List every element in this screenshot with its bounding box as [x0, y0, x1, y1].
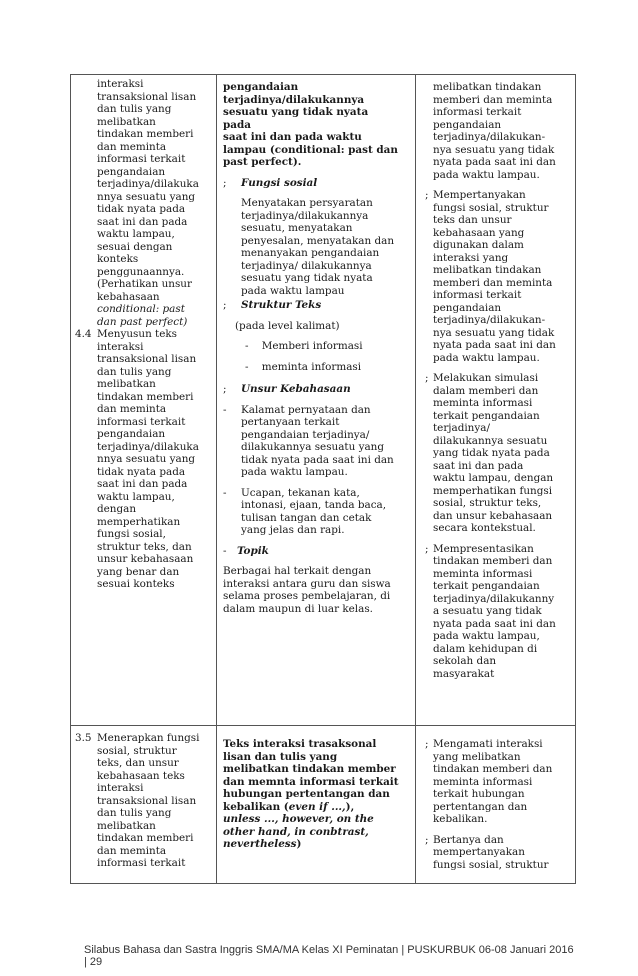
activity-line: kebahasaan yang [433, 226, 525, 239]
kd-line: waktu lampau, [97, 490, 175, 503]
activity-line: pada waktu lampau. [433, 351, 540, 364]
even-if-text: even if ..., [288, 800, 346, 813]
punct: ), [345, 800, 355, 813]
activity-line: sosial, struktur teks, [433, 497, 542, 509]
activity-line: dalam memberi dan [433, 384, 539, 397]
activity-line: informasi terkait [433, 289, 522, 301]
kd-line: dan meminta [97, 403, 167, 415]
row-divider [71, 725, 575, 726]
material-conjunctions [223, 813, 399, 851]
activity-line: melibatkan tindakan [433, 81, 542, 93]
activity-line: fungsi sosial, struktur [433, 858, 549, 871]
kd-line: transaksional lisan [97, 794, 197, 807]
competency-line: tidak nyata pada [97, 203, 186, 215]
competency-line: melibatkan [97, 115, 156, 128]
kd-line: nnya sesuatu yang [97, 453, 196, 465]
unsur-line: tidak nyata pada saat ini dan [241, 453, 394, 466]
activity-line: masyarakat [433, 667, 495, 680]
activity-line: terjadinya/dilakukan- [433, 314, 546, 326]
material-title-line: lisan dan tulis yang [223, 750, 338, 763]
row2-competency-cell [75, 732, 215, 870]
kd-line: pengandaian [97, 428, 166, 440]
material-title-line: past perfect). [223, 156, 302, 168]
competency-line: dan meminta [97, 140, 167, 153]
activity-line: mempertanyakan [433, 846, 525, 858]
material-title-line: saat ini dan pada waktu [223, 131, 362, 143]
activity-line: terjadinya/ [433, 422, 490, 434]
activity-item: ; Mempresentasikan tindakan memberi dan meminta informasi terkait pengandaian terjadinya/dilakukanny a sesuatu yang tidak nyata pada saat ini dan pada waktu lampau, dalam kehidupan di sekolah dan masyarakat [425, 543, 570, 681]
conjunction-line: other hand, in conbtrast, [223, 825, 369, 838]
note-line: kebahasaan [97, 290, 160, 303]
activity-line: pada waktu lampau, [433, 630, 540, 642]
activity-line: nyata pada saat ini dan [433, 156, 556, 168]
competency-line: waktu lampau, [97, 228, 175, 240]
punct: ) [296, 838, 302, 850]
competency-4-4 [75, 328, 215, 591]
row1-competency-cell [75, 78, 215, 591]
row2-activity-cell [425, 738, 570, 871]
activity-line: terkait pengandaian [433, 409, 540, 422]
unsur-line: Kalamat pernyataan dan [241, 403, 371, 416]
competency-line: dan tulis yang [97, 103, 172, 115]
activity-line: nyata pada saat ini dan [433, 339, 556, 351]
activity-line: Mempresentasikan [433, 542, 534, 555]
fungsi-line: pada waktu lampau [241, 284, 345, 297]
activity-line: teks dan unsur [433, 214, 512, 226]
material-title-line: hubungan pertentangan dan [223, 788, 390, 800]
activity-text [425, 372, 570, 535]
kd-line: dan tulis yang [97, 365, 172, 378]
fungsi-line: sesuatu yang tidak nyata [241, 272, 373, 284]
activity-line: Mengamati interaksi [433, 738, 543, 750]
conjunction-line: unless ..., however, on the [223, 813, 374, 825]
activity-line: Mempertanyakan [433, 189, 526, 201]
kd-line: yang benar dan [97, 565, 180, 578]
activity-line: dan unsur kebahasaan [433, 509, 553, 522]
competency-line: tindakan memberi [97, 128, 194, 140]
fungsi-line: terjadinya/ dilakukannya [241, 259, 372, 272]
activity-line: nya sesuatu yang tidak [433, 326, 555, 339]
kd-line: Menerapkan fungsi [97, 732, 200, 744]
material-title-line: Teks interaksi trasaksonal [223, 738, 377, 750]
competency-line: transaksional lisan [97, 90, 197, 103]
column-divider [216, 75, 217, 883]
note-italic-line: dan past perfect) [97, 315, 188, 328]
competency-line: saat ini dan pada [97, 215, 188, 228]
unsur-line: intonasi, ejaan, tanda baca, [241, 499, 387, 511]
kd-text [75, 328, 215, 591]
kd-line: terjadinya/dilakuka [97, 440, 199, 453]
activity-line: kebalikan. [433, 813, 488, 825]
kd-line: dan tulis yang [97, 807, 172, 819]
activity-continuation [425, 81, 570, 181]
activity-item: ; Bertanya dan mempertanyakan fungsi sosial, struktur [425, 834, 570, 872]
unsur-item: - Ucapan, tekanan kata, intonasi, ejaan, tanda baca, tulisan tangan dan cetak yang jelas dan rapi. [223, 487, 399, 537]
competency-line: terjadinya/dilakuka [97, 178, 199, 190]
kd-line: interaksi [97, 340, 144, 353]
kd-line: tindakan memberi [97, 832, 194, 844]
kd-line: struktur teks, dan [97, 540, 192, 553]
row1-activity-cell [425, 81, 570, 680]
activity-line: tindakan memberi dan [433, 763, 553, 775]
activity-line: memperhatikan fungsi [433, 484, 553, 497]
kd-line: dan meminta [97, 844, 167, 857]
kd-line: dengan [97, 503, 137, 515]
activity-line: digunakan dalam [433, 239, 524, 251]
competency-note [75, 278, 215, 303]
topik-heading: - Topik [223, 544, 269, 557]
activity-line: Melakukan simulasi [433, 372, 539, 384]
competency-line: interaksi [97, 78, 144, 90]
kd-line: interaksi [97, 782, 144, 794]
activity-line: informasi terkait [433, 106, 522, 118]
kd-line: sosial, struktur [97, 744, 177, 757]
unsur-kebahasaan-heading: ; Unsur Kebahasaan [223, 383, 351, 395]
kd-line: tidak nyata pada [97, 465, 186, 478]
activity-line: pada waktu lampau. [433, 168, 540, 181]
unsur-kebahasaan-label: Unsur Kebahasaan [241, 383, 351, 395]
topik-line: Berbagai hal terkait dengan [223, 565, 372, 577]
unsur-line: tulisan tangan dan cetak [241, 511, 372, 524]
activity-line: sekolah dan [433, 655, 497, 667]
unsur-item: - Kalamat pernyataan dan pertanyaan terkait pengandaian terjadinya/ dilakukannya sesuatu yang tidak nyata pada saat ini dan pada waktu lampau. [223, 404, 399, 479]
conjunction-line: nevertheless) [223, 838, 302, 850]
activity-line: yang tidak nyata pada [433, 447, 550, 459]
activity-text [425, 543, 570, 681]
activity-line: yang melibatkan [433, 750, 521, 763]
struktur-teks-label: Struktur Teks [241, 299, 322, 311]
activity-line: meminta informasi [433, 775, 533, 788]
activity-line: melibatkan tindakan [433, 264, 542, 276]
activity-item: ; Mengamati interaksi yang melibatkan tindakan memberi dan meminta informasi terkait hubungan pertentangan dan kebalikan. [425, 738, 570, 826]
activity-line: terjadinya/dilakukan- [433, 131, 546, 143]
competency-line: penggunaannya. [97, 265, 185, 278]
activity-line: a sesuatu yang tidak [433, 605, 542, 617]
fungsi-line: sesuatu, menyatakan [241, 222, 353, 234]
kd-line: sesuai konteks [97, 578, 175, 590]
competency-note-italic [75, 303, 215, 328]
material-title-line: lampau (conditional: past dan [223, 143, 398, 156]
unsur-line: pengandaian terjadinya/ [241, 428, 370, 441]
competency-line: sesuai dengan [97, 240, 173, 253]
kd-line: transaksional lisan [97, 353, 197, 365]
kd-text [75, 732, 215, 870]
struktur-item: - meminta informasi [245, 360, 362, 373]
fungsi-sosial-label: Fungsi sosial [241, 176, 318, 189]
kd-line: tindakan memberi [97, 390, 194, 403]
kd-line: melibatkan [97, 819, 156, 832]
struktur-item: - Memberi informasi [245, 340, 363, 352]
activity-line: memberi dan meminta [433, 276, 553, 289]
kd-line: informasi terkait [97, 415, 186, 428]
activity-text [425, 189, 570, 364]
material-title-line: terjadinya/dilakukannya [223, 93, 365, 106]
topik-line: dalam maupun di luar kelas. [223, 602, 373, 615]
kd-line: kebahasaan teks [97, 769, 185, 782]
column-divider [415, 75, 416, 883]
competency-line: informasi terkait [97, 153, 186, 165]
activity-line: dalam kehidupan di [433, 642, 538, 655]
unsur-line: yang jelas dan rapi. [241, 524, 345, 536]
unsur-line: Ucapan, tekanan kata, [241, 486, 360, 499]
fungsi-line: penyesalan, menyatakan dan [241, 234, 395, 247]
unsur-item-text [223, 404, 399, 479]
material-title-line: pengandaian [223, 81, 299, 93]
competency-line: konteks [97, 253, 139, 265]
activity-line: pengandaian [433, 118, 502, 131]
material-title [223, 738, 399, 801]
kd-line: Menyusun teks [97, 328, 178, 340]
kd-line: fungsi sosial, [97, 528, 166, 540]
activity-text [425, 834, 570, 872]
unsur-line: pada waktu lampau. [241, 466, 348, 478]
syllabus-table [70, 74, 576, 884]
competency-line: pengandaian [97, 165, 166, 178]
topik-label: Topik [237, 544, 269, 557]
topik-line: selama proses pembelajaran, di [223, 590, 391, 602]
fungsi-line: terjadinya/dilakukannya [241, 209, 369, 222]
activity-line: terkait hubungan [433, 788, 525, 800]
activity-item: ; Melakukan simulasi dalam memberi dan meminta informasi terkait pengandaian terjadinya/ dilakukannya sesuatu yang tidak nyata pada saat ini dan pada waktu lampau, dengan memperhatikan fungsi sosial, struktur teks, dan unsur kebahasaan secara kontekstual. [425, 372, 570, 535]
activity-line: tindakan memberi dan [433, 555, 553, 567]
kd-line: informasi terkait [97, 857, 186, 869]
kd-number: 4.4 [75, 328, 92, 340]
activity-line: pengandaian [433, 301, 502, 314]
kd-line: memperhatikan [97, 515, 181, 528]
struktur-teks-heading: ; Struktur Teks [223, 299, 322, 311]
activity-line: memberi dan meminta [433, 93, 553, 106]
struktur-item-text: Memberi informasi [261, 340, 363, 352]
note-line: (Perhatikan unsur [97, 278, 192, 290]
activity-line: Bertanya dan [433, 833, 504, 846]
competency-line: nnya sesuatu yang [97, 190, 196, 203]
activity-line: fungsi sosial, struktur [433, 201, 549, 214]
row1-material-cell [223, 81, 399, 615]
topik-line: interaksi antara guru dan siswa [223, 577, 391, 590]
material-title-line: melibatkan tindakan member [223, 763, 396, 775]
activity-item: ; Mempertanyakan fungsi sosial, struktur teks dan unsur kebahasaan yang digunakan dalam interaksi yang melibatkan tindakan memberi dan meminta informasi terkait pengandaian terjadinya/dilakukan- nya sesuatu yang tidak nyata pada saat ini dan pada waktu lampau. [425, 189, 570, 364]
competency-continuation [75, 78, 215, 278]
fungsi-sosial-heading: ; Fungsi sosial [223, 176, 318, 189]
activity-line: interaksi yang [433, 251, 509, 264]
kd-number: 3.5 [75, 732, 92, 744]
activity-line: meminta informasi [433, 397, 533, 409]
activity-line: saat ini dan pada [433, 459, 524, 472]
topik-text [223, 565, 399, 615]
kd-line: teks, dan unsur [97, 757, 179, 769]
struktur-item-text: meminta informasi [261, 360, 362, 373]
activity-line: waktu lampau, dengan [433, 472, 554, 484]
unsur-line: dilakukannya sesuatu yang [241, 441, 385, 453]
kd-line: melibatkan [97, 378, 156, 390]
unsur-line: pertanyaan terkait [241, 416, 340, 428]
activity-line: secara kontekstual. [433, 522, 536, 534]
activity-line: terjadinya/dilakukanny [433, 592, 555, 605]
activity-line: nya sesuatu yang tidak [433, 143, 555, 156]
unsur-item-text [223, 487, 399, 537]
note-italic-line: conditional: past [97, 303, 185, 315]
activity-line: meminta informasi [433, 567, 533, 580]
material-title [223, 81, 399, 169]
material-title-line: dan memnta informasi terkait [223, 775, 399, 788]
fungsi-sosial-text [223, 197, 399, 297]
struktur-teks-sub: (pada level kalimat) [235, 319, 340, 332]
fungsi-line: Menyatakan persyaratan [241, 197, 373, 209]
material-title-line: sesuatu yang tidak nyata pada [223, 106, 369, 131]
row2-material-cell [223, 738, 399, 851]
activity-line: terkait pengandaian [433, 580, 540, 592]
kd-line: unsur kebahasaan [97, 553, 194, 565]
activity-line: nyata pada saat ini dan [433, 617, 556, 630]
kebalikan-text: kebalikan ( [223, 800, 289, 813]
activity-line: pertentangan dan [433, 800, 528, 813]
activity-text [425, 738, 570, 826]
page-footer: Silabus Bahasa dan Sastra Inggris SMA/MA Kelas XI Peminatan | PUSKURBUK 06-08 Januari 2016 | 29 [84, 944, 574, 968]
fungsi-line: menanyakan pengandaian [241, 247, 380, 259]
activity-line: dilakukannya sesuatu [433, 434, 548, 447]
material-title-line [223, 801, 399, 814]
kd-line: saat ini dan pada [97, 478, 188, 490]
